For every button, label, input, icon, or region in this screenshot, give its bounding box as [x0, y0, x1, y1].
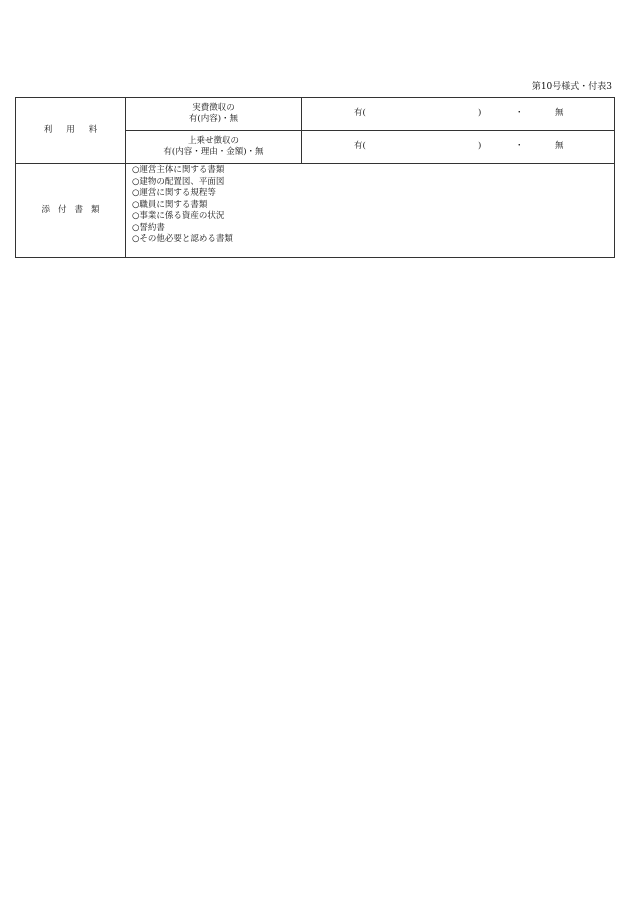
list-item: ○職員に関する書類 — [132, 199, 208, 210]
table-row — [16, 164, 615, 258]
no-option[interactable]: 無 — [555, 108, 564, 118]
list-item: ○運営主体に関する書類 — [132, 165, 225, 175]
surcharge-item-cell — [126, 131, 302, 164]
actual-cost-choice-cell[interactable] — [302, 98, 615, 131]
close-paren: ) — [478, 141, 482, 151]
list-item: ○その他必要と認める書類 — [132, 234, 233, 244]
actual-cost-item-line1: 実費徴収の — [192, 103, 235, 113]
application-table — [15, 97, 615, 258]
list-item: ○建物の配置図、平面図 — [132, 176, 225, 187]
form-number: 第10号様式・付表3 — [531, 82, 612, 92]
surcharge-choice-cell[interactable] — [302, 131, 615, 164]
attachments-label: 添付書類 — [41, 205, 108, 215]
list-item: ○誓約書 — [132, 222, 165, 233]
surcharge-item-line2: 有(内容・理由・金額)・無 — [163, 147, 264, 157]
table-row — [16, 98, 615, 131]
separator-dot: ・ — [515, 141, 524, 151]
close-paren: ) — [478, 108, 482, 118]
yes-option[interactable]: 有( — [354, 141, 366, 151]
actual-cost-item-line2: 有(内容)・無 — [188, 114, 239, 124]
usage-fee-label: 利用料 — [43, 125, 112, 135]
attachments-list-cell — [126, 164, 615, 258]
usage-fee-header-cell — [16, 98, 126, 164]
separator-dot: ・ — [515, 108, 524, 118]
list-item: ○事業に係る資産の状況 — [132, 211, 225, 221]
actual-cost-item-cell — [126, 98, 302, 131]
attachments-header-cell — [16, 164, 126, 258]
no-option[interactable]: 無 — [555, 141, 564, 151]
surcharge-item-line1: 上乗せ徴収の — [187, 136, 239, 146]
yes-option[interactable]: 有( — [354, 108, 366, 118]
list-item: ○運営に関する規程等 — [132, 188, 216, 198]
